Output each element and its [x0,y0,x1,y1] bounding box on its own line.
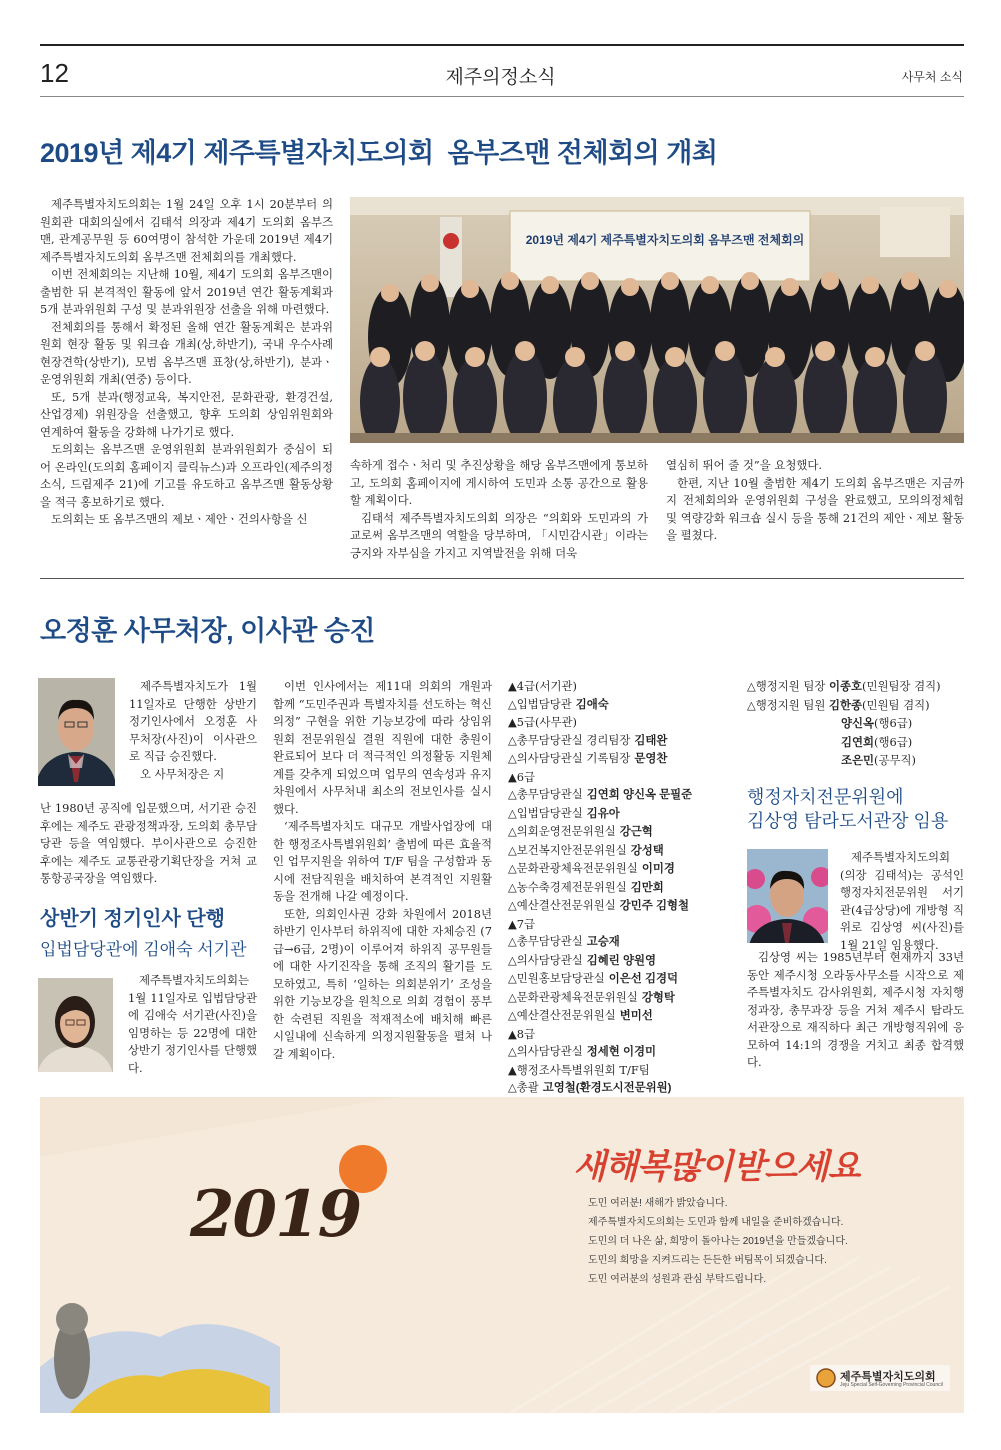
personnel-list-item: ▲6급 [508,769,536,784]
banner-message: 도민 여러분! 새해가 밝았습니다. 제주특별자치도의회는 도민과 함께 내일을 준비하겠습니다. 도민의 더 나은 삶, 희망이 돌아나는 2019년을 만들겠습니다. 도민의 희망을 지켜드리는 든든한 버팀목이 되겠습니다. 도민 여러분의 성원과 관심 부탁드립니다. [588,1198,848,1285]
article4-title-line1: 행정자치전문위원에 [747,787,904,807]
personnel-list-item: ▲행정조사특별위원회 T/F팀 [508,1062,650,1077]
personnel-list-item: ▲8급 [508,1026,536,1041]
header-rule [40,96,964,97]
banner-greeting: 새해복많이받으세요 [573,1148,860,1186]
council-logo-text: 제주특별자치도의회 [840,1371,936,1383]
article3-title: 상반기 정기인사 단행 [40,908,225,930]
article4-full-text: 김상영 씨는 1985년부터 현재까지 33년 동안 제주시청 오라동사무소를 시작으로 제주특별자치도 감사위원회, 제주시청 자치행정과장, 총무과장 등을 거쳐 제주시 탐라도서관장으로 재직하다 최근 개방형직위에 응모하여 14:1의 경쟁을 거치고 최종 합격했다. [747,950,964,1069]
personnel-list-item: ▲7급 [508,916,536,931]
personnel-list-item: △문화관광체육전문위원실 강형탁 [508,989,675,1004]
personnel-list-item: 양신옥(행6급) [841,716,913,730]
portrait-kim-aesuk [38,978,113,1072]
personnel-list-2 [747,678,965,771]
article3-lead-text: 제주특별자치도의회는 1월 11일자로 입법담당관에 김애숙 서기관(사진)을 임명하는 등 22명에 대한 상반기 정기인사를 단행했다. [128,973,257,1075]
new-year-banner [40,1097,964,1413]
personnel-list-item: △의사담당관실 김혜린 양원영 [508,952,656,967]
top-rule [40,44,964,46]
article1-col3: 열심히 뛰어 줄 것”을 요청했다. 한편, 지난 10월 출범한 제4기 도의회 옴부즈맨은 지금까지 전체회의와 운영위원회 구성을 완료했고, 모의의정체험 및 역량강화 워크숍 실시 등을 통해 21건의 제안ㆍ제보 활동을 펼쳤다. [666,458,964,542]
page-number: 12 [40,58,69,88]
article1-col1: 제주특별자치도의회는 1월 24일 오후 1시 20분부터 의원회관 대회의실에서 김태석 의장과 제4기 도의회 옴부즈맨, 관계공무원 등 60여명이 참석한 가운데 2019년 제4기 제주특별자치도의회 옴부즈맨 전체회의를 개최했다. 이번 전체회의는 지난해 10월, 제4기 도의회 옴부즈맨이 출범한 뒤 본격적인 활동에 앞서 2019년 연간 활동계획과 5개 분과위원회 구성 및 분과위원장 선출을 위해 마련했다. 전체회의를 통해서 확정된 올해 연간 활동계획은 분과위원회 현장 활동 및 워크숍 개최(상,하반기), 국내 우수사례 현장견학(상반기), 모범 옴부즈맨 표창(상,하반기), 분과ㆍ운영위원회 개최(연중) 등이다. 또, 5개 분과(행정교육, 복지안전, 문화관광, 환경건설, 산업경제) 위원장을 선출했고, 향후 도의회 상임위원회와 연계하여 활동을 강화해 나가기로 했다. 도의회는 옴부즈맨 운영위원회 분과위원회가 중심이 되어 온라인(도의회 홈페이지 클릭뉴스)과 오프라인(제주의정소식, 드림제주 21)에 기고를 유도하고 옴부즈맨 활동상황을 적극 홍보하기로 했다. 도의회는 또 옴부즈맨의 제보ㆍ제안ㆍ건의사항을 신 [40,197,333,526]
personnel-list-item: △입법담당관 김애숙 [508,696,609,711]
article4-narrow-text: 제주특별자치도의회(의장 김태석)는 공석인 행정자치전문위원 서기관(4급상당)에 개방형 직위로 김상영 씨(사진)를 1월 21일 임용했다. [840,850,964,952]
publication-title: 제주의정소식 [445,67,556,88]
personnel-list-item: △예산결산전문위원실 변미선 [508,1008,653,1022]
personnel-list-item: △민원홍보담당관실 이은선 김경덕 [508,971,678,985]
article4-title-line2: 김상영 탐라도서관장 임용 [747,811,949,831]
article1-title: 2019년 제4기 제주특별자치도의회 옴부즈맨 전체회의 개최 [40,138,718,168]
article2-title: 오정훈 사무처장, 이사관 승진 [40,616,375,646]
personnel-list-item: 조은민(공무직) [841,753,916,767]
council-logo-subtext: Jeju Special Self-Governing Provincial Council [840,1382,943,1388]
personnel-list-item: △보건복지안전문위원실 강성택 [508,842,664,857]
personnel-list-item: △총무담당관실 고승재 [508,934,620,948]
article1-col2: 속하게 접수ㆍ처리 및 추진상황을 해당 옴부즈맨에게 통보하고, 도의회 홈페이지에 게시하여 도민과 소통 공간으로 활용할 계획이다. 김태석 제주특별자치도의회 의장은 “의회와 도민과의 가교로써 옴부즈맨의 역할을 당부하며, 「시민감시관」이라는 긍지와 자부심을 가지고 지역발전을 위해 더욱 [350,458,648,560]
banner-year: 2019 [190,1177,361,1252]
personnel-list-item: △입법담당관실 김유아 [508,805,620,820]
article2-narrow-text: 제주특별자치도가 1월 11일자로 단행한 상반기 정기인사에서 오정훈 사무처장(사진)이 이사관으로 직급 승진했다. 오 사무처장은 지 [129,679,257,781]
personnel-list-item: △행정지원 팀장 이종호(민원팀장 겸직) [747,679,941,693]
personnel-list-item: 김연희(행6급) [841,734,913,749]
personnel-list-item: △총무담당관실 경리팀장 김태완 [508,732,668,747]
personnel-list-item: △농수축경제전문위원실 김만희 [508,879,664,894]
portrait-oh-jeonghun [38,678,115,786]
personnel-list-item: △의회운영전문위원실 강근혁 [508,824,653,838]
personnel-list-item: △총괄 고영철(환경도시전문위원) [508,1080,672,1094]
personnel-list-item: △총무담당관실 김연희 양신옥 문필준 [508,787,693,801]
section-label: 사무처 소식 [901,70,963,84]
personnel-list-item: ▲5급(사무관) [508,715,577,729]
personnel-list-item: ▲4급(서기관) [508,679,577,693]
article3-subtitle: 입법담당관에 김애숙 서기관 [40,940,247,959]
photo-banner-text: 2019년 제4기 제주특별자치도의회 옴부즈맨 전체회의 [525,233,805,247]
personnel-list-item: △의사담당관실 기록팀장 문영찬 [508,751,668,765]
ombudsman-group-photo [350,197,964,443]
personnel-list-1 [508,678,738,1098]
personnel-list-item: △의사담당관실 정세현 이경미 [508,1044,656,1058]
personnel-list-item: △행정지원 팀원 김한종(민원팀 겸직) [747,697,930,712]
article3-col2: 이번 인사에서는 제11대 의회의 개원과 함께 “도민주권과 특별자치를 선도하는 혁신의정” 구현을 위한 기능보강에 따라 상임위원회 전문위원실 결원 직원에 대한 충원이 완료되어 보다 더 적극적인 의정활동 지원체계를 갖추게 되었으며 업무의 연속성과 유지 차원에서 사무처내 최소의 전보인사를 실시했다. ‘제주특별자치도 대규모 개발사업장에 대한 행정조사특별위원회’ 출범에 따른 효율적인 업무지원을 위하여 T/F 팀을 구성함과 동시에 전담직원을 배치하여 본격적인 지원활동을 전개해 나갈 예정이다. 또한, 의회인사권 강화 차원에서 2018년 하반기 인사부터 하위직에 대한 자체승진 (7급→6급, 2명)이 이루어져 하위직 공무원들에 대한 사기진작을 통해 조직의 활기를 도모하였고, 특히 ‘일하는 의회분위기’ 조성을 위한 기능보강을 원칙으로 의회 경험이 풍부한 숙련된 직원을 적재적소에 배치해 빠른 시일내에 신속하게 의정지원활동을 펼쳐 나갈 계획이다. [273,679,492,1061]
portrait-kim-sangyeong [747,849,828,943]
personnel-list-item: △문화관광체육전문위원실 이미경 [508,861,675,875]
section-divider [40,578,964,579]
article2-full-text: 난 1980년 공직에 입문했으며, 서기관 승진 후에는 제주도 관광정책과장, 도의회 총무담당관 등을 역임했다. 부이사관으로 승진한 후에는 제주도 교통관광기획단장을 거쳐 교통항공국장을 역임했다. [40,801,257,885]
personnel-list-item: △예산결산전문위원실 강민주 김형철 [508,898,689,912]
